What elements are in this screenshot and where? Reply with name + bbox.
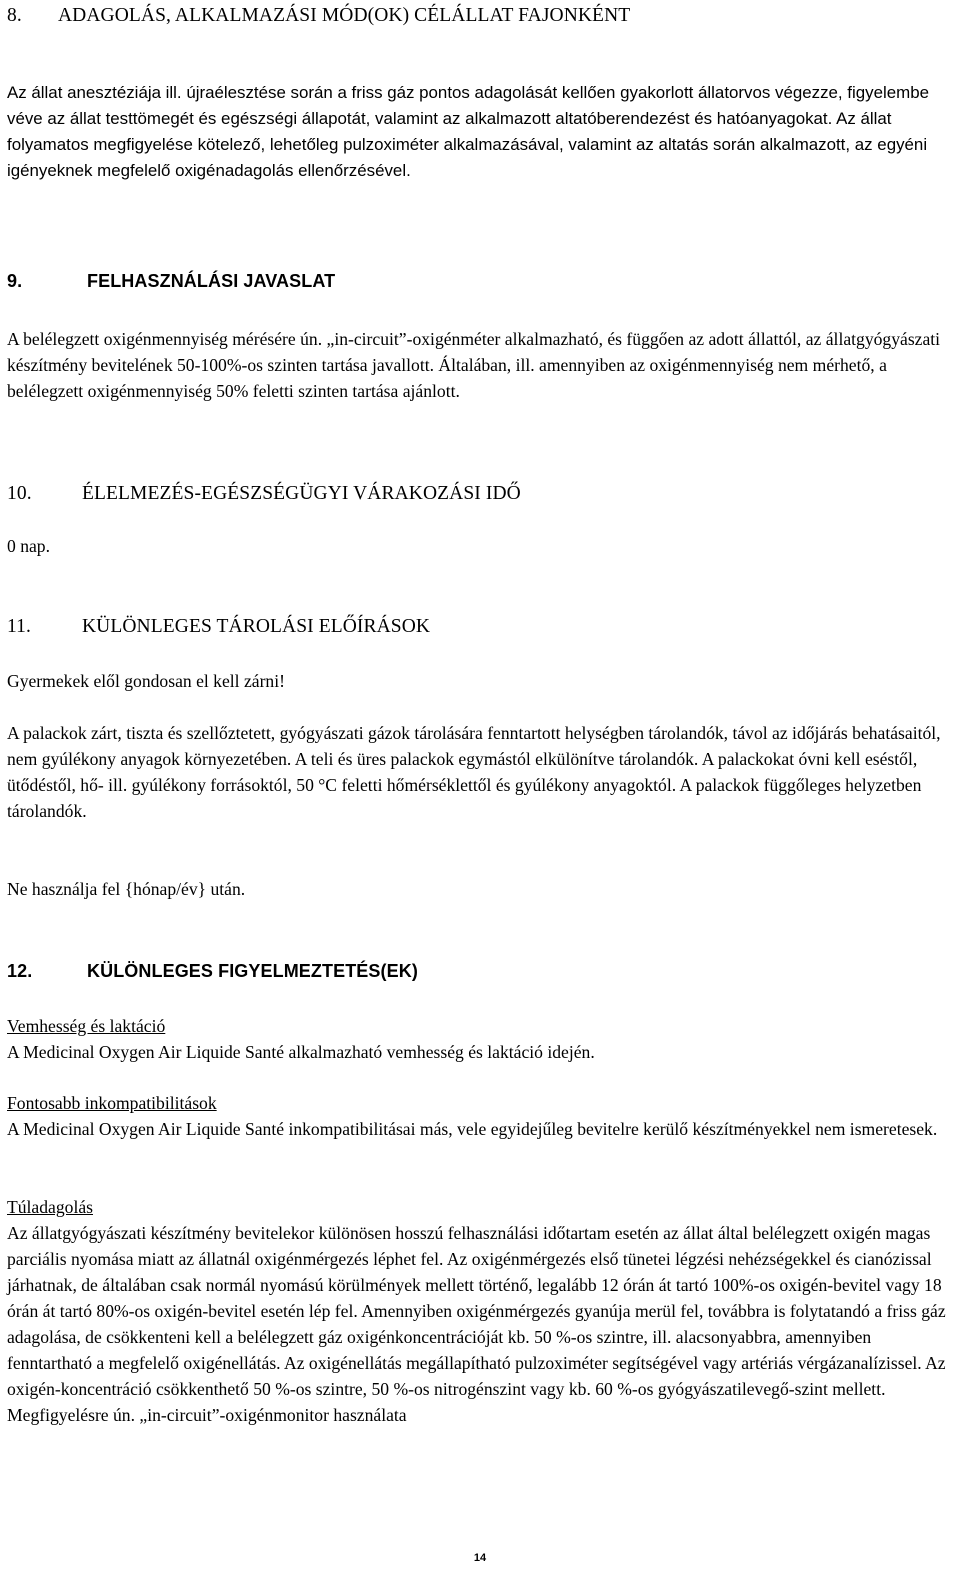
section-title: ÉLELMEZÉS-EGÉSZSÉGÜGYI VÁRAKOZÁSI IDŐ (82, 483, 521, 504)
section-number: 10. (7, 483, 32, 504)
section-9-paragraph: A belélegzett oxigénmennyiség mérésére ún. „in-circuit”-oxigénméter alkalmazható, és függően az adott állattól, az állatgyógyászati készítmény bevitelének 50-100%-os szinten tartása javallott. Általában, ill. amennyiben az oxigénmennyiség nem mérhető, a belélegzett oxigénmennyiség 50% feletti szinten tartása ajánlott. (7, 329, 941, 401)
subsection-pregnancy (7, 1013, 953, 1065)
section-11-warning: Gyermekek elől gondosan el kell zárni! (7, 671, 285, 691)
subsection-text: A Medicinal Oxygen Air Liquide Santé alkalmazható vemhesség és laktáció idején. (7, 1042, 595, 1062)
section-8-paragraph: Az állat anesztéziája ill. újraélesztése során a friss gáz pontos adagolását kellően gyakorlott állatorvos végezze, figyelembe véve az állat testtömegét és egészségi állapotát, valamint az alkalmazott altatóberendezést és hatóanyagokat. Az állat folyamatos megfigyelése kötelező, lehetőleg pulzoximéter alkalmazásával, valamint az altatás során alkalmazott, az egyéni igényeknek megfelelő oxigénadagolás ellenőrzésével. (7, 83, 929, 180)
section-title: ADAGOLÁS, ALKALMAZÁSI MÓD(OK) CÉLÁLLAT FAJONKÉNT (58, 5, 631, 26)
section-12-heading (7, 960, 418, 982)
section-10-heading (7, 483, 521, 505)
section-title: FELHASZNÁLÁSI JAVASLAT (87, 271, 336, 291)
section-number: 11. (7, 616, 31, 637)
subsection-overdose (7, 1194, 953, 1428)
subsection-heading: Vemhesség és laktáció (7, 1016, 166, 1036)
subsection-text: Az állatgyógyászati készítmény bevitelekor különösen hosszú felhasználási időtartam esetén az állat által belélegzett oxigén magas parciális nyomása miatt az állatnál oxigénmérgezés léphet fel. Az oxigénmérgezés első tünetei légzési nehézségekkel és cianózissal járhatnak, de általában csak normál nyomású körülmények mellett történő, legalább 12 órán át tartó 100%-os oxigén-bevitel vagy 18 órán át tartó 80%-os oxigén-bevitel esetén lép fel. Amennyiben oxigénmérgezés gyanúja merül fel, továbbra is folytatandó a friss gáz adagolása, de csökkenteni kell a belélegzett gáz oxigénkoncentrációját kb. 50 %-os szintre, ill. alacsonyabbra, amennyiben fenntartható a megfelelő oxigénellátás. Az oxigénellátás megállapítható pulzoximéter segítségével vagy artériás vérgázanalízissel. Az oxigén-koncentráció csökkenthető 50 %-os szintre, 50 %-os nitrogénszint vagy kb. 60 %-os gyógyászatilevegő-szint mellett. Megfigyelésre ún. „in-circuit”-oxigénmonitor használata (7, 1223, 946, 1425)
section-8-heading (7, 5, 631, 27)
subsection-heading: Fontosabb inkompatibilitások (7, 1093, 217, 1113)
section-9-heading (7, 270, 336, 292)
subsection-heading: Túladagolás (7, 1197, 93, 1217)
section-number: 12. (7, 961, 33, 981)
subsection-text: A Medicinal Oxygen Air Liquide Santé inkompatibilitásai más, vele egyidejűleg bevitelre kerülő készítményekkel nem ismeretesek. (7, 1119, 938, 1139)
section-11-heading (7, 616, 431, 638)
section-title: KÜLÖNLEGES TÁROLÁSI ELŐÍRÁSOK (82, 616, 431, 637)
section-number: 9. (7, 271, 23, 291)
section-title: KÜLÖNLEGES FIGYELMEZTETÉS(EK) (87, 961, 418, 981)
section-11-storage-paragraph: A palackok zárt, tiszta és szellőztetett, gyógyászati gázok tárolására fenntartott helységben tárolandók, távol az időjárás behatásaitól, nem gyúlékony anyagok környezetében. A teli és üres palackok egymástól elkülönítve tárolandók. A palackokat óvni kell eséstől, ütődéstől, hő- ill. gyúlékony forrásoktól, 50 °C feletti hőmérséklettől és gyúlékony anyagoktól. A palackok függőleges helyzetben tárolandók. (7, 723, 941, 821)
section-number: 8. (7, 5, 22, 26)
page-number: 14 (473, 1552, 487, 1564)
section-11-expiry-note: Ne használja fel {hónap/év} után. (7, 879, 246, 899)
section-10-paragraph: 0 nap. (7, 536, 50, 556)
subsection-incompatibilities (7, 1090, 953, 1142)
